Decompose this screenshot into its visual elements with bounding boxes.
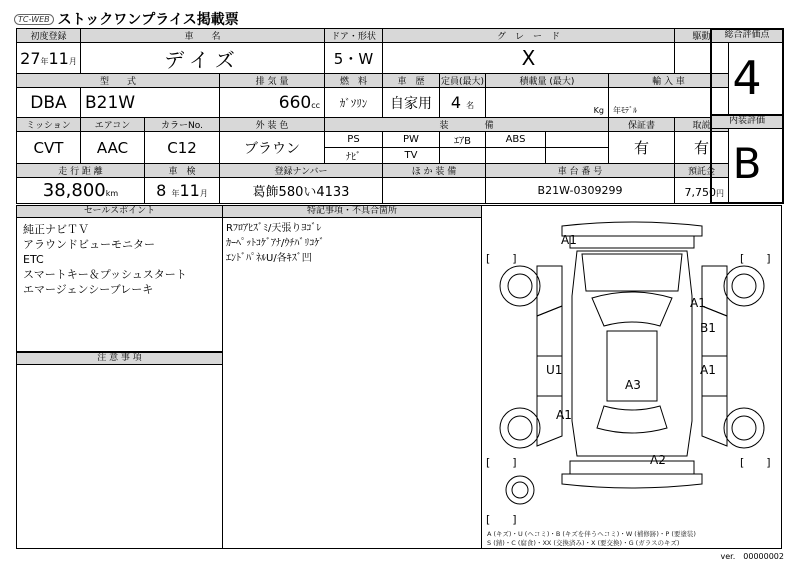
equip-tv: TV: [383, 148, 440, 164]
wheel-rear-right-shape: [724, 408, 764, 448]
import-value: 年ﾓﾃﾞﾙ: [609, 88, 729, 118]
version-label: ver. 00000002: [720, 552, 784, 561]
mark-roof: A3: [625, 378, 641, 392]
spare-tire-shape: [506, 476, 534, 504]
special-notes-box: [222, 205, 482, 549]
front-panel-shape: [570, 236, 694, 248]
plate-value: 葛飾580い4133: [220, 178, 383, 204]
sales-point: 純正ナビＴＶ: [23, 223, 89, 236]
import-label: 輸 入 車: [609, 74, 729, 88]
sales-points-label: セールスポイント: [17, 206, 222, 218]
notes-label: 注 意 事 項: [17, 353, 222, 365]
legend-line: S (錆)・C (腐食)・XX (交換済み)・X (要交換)・G (ガラスのキズ): [487, 539, 680, 547]
equip-abs: ABS: [486, 132, 546, 148]
left-fender-shape: [537, 266, 562, 316]
front-bumper-shape: [562, 222, 702, 236]
notes-box: [16, 352, 223, 549]
plate-label: 登録ナンバー: [220, 164, 383, 178]
sales-point: スマートキー＆プッシュスタート: [23, 268, 187, 281]
bracket-spare: [ ]: [486, 513, 517, 526]
door-value: 5・W: [325, 43, 383, 74]
special-note: Rﾌﾛｱﾋｽﾞﾐ/天張りﾖｺﾞﾚ: [226, 223, 322, 234]
mileage-value: 38,800km: [17, 178, 145, 204]
door-label: ドア・形状: [325, 29, 383, 43]
mark-rear: A2: [650, 453, 666, 467]
body-outline-shape: [572, 251, 692, 456]
mission-value: CVT: [17, 132, 81, 164]
mark-hood-right: B1: [700, 321, 716, 335]
aircon-value: AAC: [81, 132, 145, 164]
model-label: 型 式: [17, 74, 220, 88]
first-reg-value: 27年11月: [17, 43, 81, 74]
load-value: Kg: [486, 88, 609, 118]
other-equip-label: ほ か 装 備: [383, 164, 486, 178]
recycle-value: 7,750円: [675, 178, 729, 204]
car-name-value: デイズ: [81, 43, 325, 74]
vin-value: B21W-0309299: [486, 178, 675, 204]
grade-value: X: [383, 43, 675, 74]
inspection-value: 8 年11月: [145, 178, 220, 204]
other-equip-value: [383, 178, 486, 204]
rear-glass-shape: [597, 406, 667, 433]
sales-point: アラウンドビューモニター: [23, 238, 155, 251]
history-value: 自家用: [383, 88, 440, 118]
warranty-label: 保証書: [609, 118, 675, 132]
overall-score-label: 総合評価点: [712, 30, 782, 43]
wheel-rear-left-shape: [500, 408, 540, 448]
bracket-top-right: [ ]: [740, 252, 771, 265]
capacity-value: 4 名: [440, 88, 486, 118]
rear-bumper-shape: [562, 474, 702, 488]
damage-legend: [487, 530, 696, 548]
bracket-bottom-right: [ ]: [740, 456, 771, 469]
equip-blank-3: [486, 148, 546, 164]
mission-label: ミッション: [17, 118, 81, 132]
equip-ps: PS: [325, 132, 383, 148]
hood-shape: [582, 254, 682, 291]
vehicle-info-table: [16, 28, 729, 204]
color-label: 外 装 色: [220, 118, 325, 132]
overall-score-box: [710, 28, 784, 118]
car-name-label: 車 名: [81, 29, 325, 43]
capacity-label: 定員(最大): [440, 74, 486, 88]
equip-blank-4: [546, 148, 609, 164]
drive-label: 駆動: [675, 29, 729, 43]
fuel-value: ｶﾞｿﾘﾝ: [325, 88, 383, 118]
interior-score-value: B: [732, 139, 762, 188]
color-no-label: カラーNo.: [145, 118, 220, 132]
mark-left-door: U1: [546, 363, 563, 377]
tc-web-logo: TC-WEB: [14, 14, 54, 25]
interior-score-label: 内装評価: [712, 116, 782, 129]
mark-front: A1: [561, 233, 577, 247]
equip-pw: PW: [383, 132, 440, 148]
inspection-label: 車 検: [145, 164, 220, 178]
vin-label: 車 台 番 号: [486, 164, 675, 178]
wheel-front-right-shape: [724, 266, 764, 306]
first-reg-label: 初度登録: [17, 29, 81, 43]
aircon-label: エアコン: [81, 118, 145, 132]
model-prefix: DBA: [17, 88, 81, 118]
load-label: 積載量 (最大): [486, 74, 609, 88]
mark-left-rear: A1: [556, 408, 572, 422]
sales-points-box: [16, 205, 223, 352]
equip-blank-2: [440, 148, 486, 164]
sales-points-list: [23, 222, 187, 297]
wheel-front-left-shape: [500, 266, 540, 306]
displacement-value: 660cc: [220, 88, 325, 118]
legend-line: A (キズ)・U (ヘコミ)・B (キズを伴うヘコミ)・W (補修跡)・P (要塗装): [487, 530, 696, 538]
rear-panel-shape: [570, 461, 694, 474]
car-diagram: [482, 206, 781, 548]
equip-navi: ﾅﾋﾞ: [325, 148, 383, 164]
color-value: ブラウン: [220, 132, 325, 164]
damage-diagram-box: [481, 205, 782, 549]
fuel-label: 燃 料: [325, 74, 383, 88]
recycle-label: 預託金: [675, 164, 729, 178]
mark-right-fender: A1: [690, 296, 706, 310]
equip-blank-1: [546, 132, 609, 148]
sales-point: ETC: [23, 253, 44, 266]
special-note: ｴﾝﾄﾞﾊﾟﾈﾙU/各ｷｽﾞ凹: [226, 253, 312, 264]
overall-score-value: 4: [732, 51, 762, 105]
color-no-value: C12: [145, 132, 220, 164]
mark-right-door: A1: [700, 363, 716, 377]
manual-label: 取説: [675, 118, 729, 132]
special-note: ｶｰﾍﾟｯﾄｺｹﾞｱﾅ/ｳﾁﾊﾞﾘｺｹﾞ: [226, 238, 325, 249]
equip-airbag: ｴｱB: [440, 132, 486, 148]
history-label: 車 歴: [383, 74, 440, 88]
bracket-top-left: [ ]: [486, 252, 517, 265]
special-notes-list: [226, 221, 324, 266]
equipment-label: 装 備: [325, 118, 609, 132]
manual-value: 有: [675, 132, 729, 164]
page-title: ストックワンプライス掲載票: [57, 12, 239, 28]
windshield-shape: [592, 292, 672, 326]
sales-point: エマージェンシーブレーキ: [23, 283, 154, 296]
header: [14, 9, 239, 29]
displacement-label: 排 気 量: [220, 74, 325, 88]
special-notes-label: 特記事項・不具合箇所: [223, 206, 481, 218]
warranty-value: 有: [609, 132, 675, 164]
interior-score-box: [710, 114, 784, 204]
model-code: B21W: [81, 88, 220, 118]
mileage-label: 走 行 距 離: [17, 164, 145, 178]
grade-label: グ レ ー ド: [383, 29, 675, 43]
bracket-bottom-left: [ ]: [486, 456, 517, 469]
